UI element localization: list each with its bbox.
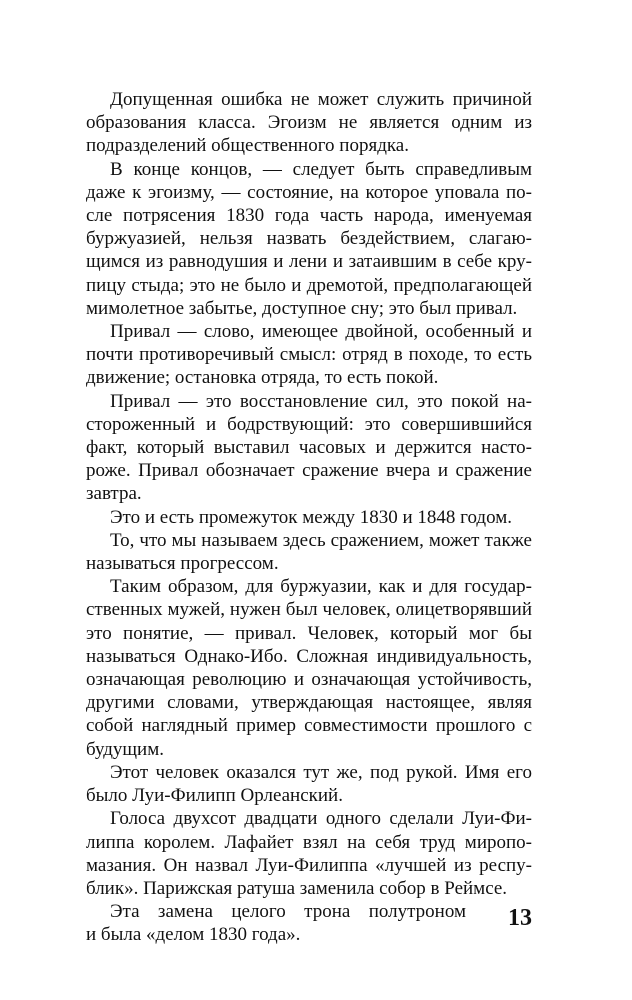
last-paragraph <box>86 900 532 946</box>
page-number: 13 <box>508 905 532 932</box>
last-paragraph-line-2: и была «делом 1830 года». <box>86 924 301 946</box>
paragraph-4: Привал — это восстановление сил, это покой настороженный и бодрствующий: это совершившийся факт, который выставил часовых и держится настороже. Привал обозначает сражение вчера и сражение завтра. <box>86 390 532 505</box>
paragraph-9: Голоса двухсот двадцати одного сделали Луи-Филиппа королем. Лафайет взял на себя труд миропомазания. Он назвал Луи-Филиппа «лучшей из республик». Парижская ратуша заменила собор в Реймсе. <box>86 808 532 899</box>
paragraph-2: В конце концов, — следует быть справедливым даже к эгоизму, — состояние, на которое уповала после потрясения 1830 года часть народа, именуемая буржуазией, нельзя назвать бездействием, слагающимся из равнодушия и лени и затаившим в себе крупицу стыда; это не было и дремотой, предполагающей мимолетное забытье, доступное сну; это был привал. <box>86 158 532 319</box>
paragraph-6: То, что мы называем здесь сражением, может также называться прогрессом. <box>86 529 532 575</box>
paragraph-1: Допущенная ошибка не может служить причиной образования класса. Эгоизм не является одним из подразделений общественного порядка. <box>86 89 532 157</box>
book-page <box>86 88 532 947</box>
paragraph-7: Таким образом, для буржуазии, как и для государственных мужей, нужен был человек, олицетворявший это понятие, — привал. Человек, который мог бы называться Однако-Ибо. Сложная индивидуальность, означающая революцию и означающая устойчивость, другими словами, утверждающая настоящее, являя собой наглядный пример совместимости прошлого с будущим. <box>86 576 532 760</box>
paragraph-5: Это и есть промежуток между 1830 и 1848 годом. <box>110 506 513 528</box>
paragraph-3: Привал — слово, имеющее двойной, особенный и почти противоречивый смысл: отряд в походе, то есть движение; остановка отряда, то есть покой. <box>86 321 532 389</box>
paragraph-8: Этот человек оказался тут же, под рукой. Имя его было Луи-Филипп Орлеанский. <box>86 761 532 807</box>
last-paragraph-line-1: Эта замена целого трона полутроном <box>110 901 466 923</box>
